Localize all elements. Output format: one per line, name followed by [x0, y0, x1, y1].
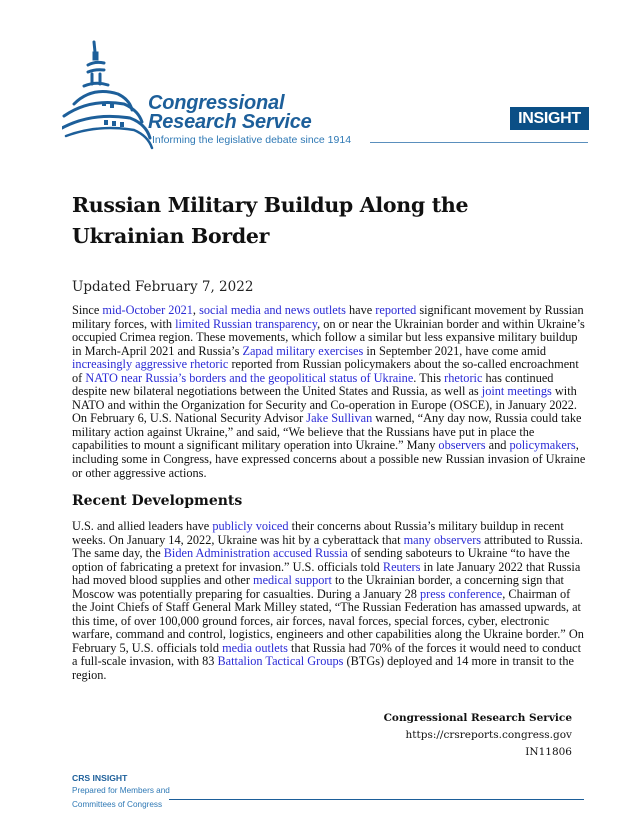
body-text: (BTGs) deployed and 14 more in transit to the region. [72, 654, 574, 683]
recent-developments-paragraph [72, 520, 588, 683]
logo-line-1: Congressional [148, 92, 285, 114]
footer [72, 773, 170, 811]
logo-line-2: Research Service [148, 111, 312, 133]
footer-line-1: Prepared for Members and [72, 785, 170, 795]
logo-tagline: Informing the legislative debate since 1914 [152, 134, 352, 146]
document-title: Russian Military Buildup Along the Ukrainian Border [72, 193, 469, 248]
inline-link[interactable]: Zapad military exercises [242, 343, 364, 358]
body-text: attributed to Russia. The same day, the [72, 532, 583, 561]
body-text: warned, “Any day now, Russia could take military action against Ukraine,” and said, “We believe that the Russians have put in place the capabilities to mount a significant military operation into Ukraine.” Many [72, 411, 582, 453]
body-text: their concerns about Russia’s military buildup in recent weeks. On January 14, 2022, Ukraine was hit by a cyberattack that [72, 519, 564, 547]
body-text: in September 2021, have come amid [363, 343, 547, 358]
body-text: Since [72, 303, 103, 317]
body-text: , including some in Congress, have expressed concerns about a possible new Russian invasion of Ukraine or other aggressive actions. [72, 438, 586, 480]
inline-link[interactable]: mid-October 2021 [102, 303, 193, 317]
footer-line-2: Committees of Congress [72, 800, 163, 809]
crs-logo-wordmark [148, 94, 312, 132]
inline-link[interactable]: reported [375, 303, 417, 317]
inline-link[interactable]: press conference [419, 586, 503, 601]
report-id: IN11806 [525, 746, 572, 758]
footer-rule [169, 799, 584, 800]
intro-paragraph [72, 304, 588, 480]
inline-link[interactable]: limited Russian transparency [175, 316, 318, 331]
inline-link[interactable]: many observers [403, 532, 482, 547]
updated-date: Updated February 7, 2022 [72, 279, 254, 295]
tagline-rule [370, 142, 588, 143]
inline-link[interactable]: Battalion Tactical Groups [217, 654, 344, 669]
body-text: , [192, 303, 200, 317]
body-text: with NATO and within the Organization for Security and Co-operation in Europe (OSCE), in January 2022. On February 6, U.S. National Security Advisor [72, 384, 577, 426]
inline-link[interactable]: joint meetings [481, 384, 552, 399]
body-text: , on or near the Ukrainian border and within Ukraine’s occupied Crimea region. These movements, which follow a similar but less expansive military buildup in March-April 2021 and Russia’s [72, 316, 585, 358]
inline-link[interactable]: medical support [253, 573, 332, 588]
body-text: , Chairman of the Joint Chiefs of Staff General Mark Milley stated, “The Russian Federation has amassed upwards, at this time, of over 100,000 ground forces, air forces, naval forces, special forces, cyber, electronic warfare, command and control, logistics, engineers and other capabilities along the Ukraine border.” On February 5, U.S. officials told [72, 586, 584, 655]
signature-org: Congressional Research Service [383, 712, 572, 724]
inline-link[interactable]: increasingly aggressive rhetoric [72, 357, 229, 372]
signature-url[interactable]: https://crsreports.congress.gov [405, 729, 572, 741]
inline-link[interactable]: social media and news outlets [199, 303, 346, 317]
body-text: of sending saboteurs to Ukraine “to have the option of fabricating a pretext for invasion.” U.S. officials told [72, 546, 570, 574]
capitol-dome-logo-icon [62, 38, 154, 150]
body-text: has continued despite new bilateral negotiations between the United States and Russia, as well as [72, 370, 554, 399]
body-text: U.S. and allied leaders have [72, 519, 213, 533]
inline-link[interactable]: publicly voiced [212, 519, 289, 533]
insight-badge: INSIGHT [510, 107, 589, 130]
section-heading-recent-developments: Recent Developments [72, 493, 243, 509]
body-text: in late January 2022 that Russia had moved blood supplies and other [72, 559, 581, 588]
inline-link[interactable]: Jake Sullivan [306, 411, 373, 426]
inline-link[interactable]: policymakers [509, 438, 576, 453]
inline-link[interactable]: rhetoric [444, 370, 483, 385]
body-text: and [485, 438, 510, 453]
body-text: reported from Russian policymakers about the so-called encroachment of [72, 357, 579, 385]
inline-link[interactable]: Reuters [382, 559, 421, 574]
body-text: have [345, 303, 376, 317]
signature-block [384, 710, 572, 761]
body-text: to the Ukrainian border, a concerning sign that Moscow was potentially preparing for casualties. During a January 28 [72, 573, 564, 601]
inline-link[interactable]: Biden Administration accused Russia [163, 546, 348, 561]
footer-title: CRS INSIGHT [72, 773, 128, 783]
inline-link[interactable]: media outlets [222, 640, 288, 655]
body-text: that Russia had 70% of the forces it would need to conduct a full-scale invasion, with 83 [72, 640, 581, 669]
body-text: . This [413, 370, 445, 385]
inline-link[interactable]: observers [438, 438, 486, 453]
inline-link[interactable]: NATO near Russia’s borders and the geopolitical status of Ukraine [85, 370, 414, 385]
body-text: significant movement by Russian military forces, with [72, 303, 584, 331]
